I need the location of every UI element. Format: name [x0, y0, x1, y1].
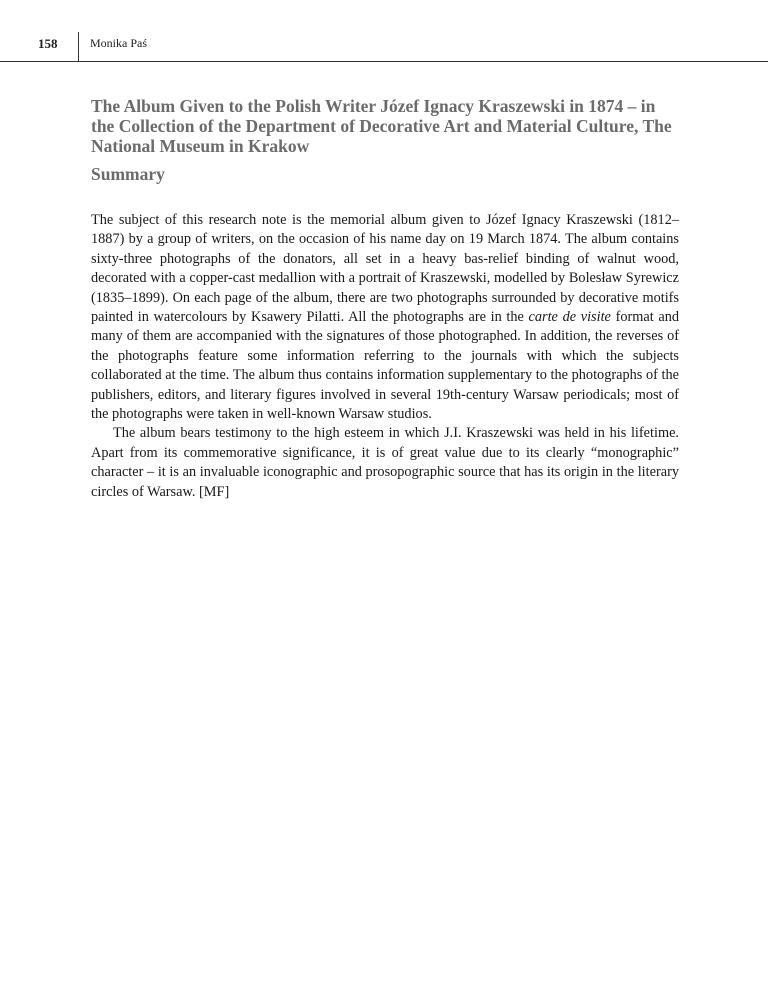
header-vertical-divider — [78, 32, 79, 62]
summary-body — [91, 211, 679, 502]
paragraph-1-text-end: format and many of them are accompanied with the signatures of those photographed. In addition, the reverses of the photographs feature some information referring to the journals with which the subjects collaborated at the time. The album thus contains information supplementary to the photographs of the publishers, editors, and literary figures involved in several 19th-century Warsaw periodicals; most of the photographs were taken in well-known Warsaw studios. — [91, 309, 679, 423]
summary-heading: Summary — [91, 164, 165, 184]
paragraph-1-italic-term: carte de visite — [528, 309, 611, 326]
summary-paragraph-1 — [91, 211, 679, 424]
article-title: The Album Given to the Polish Writer Józef Ignacy Kraszewski in 1874 – in the Collection of the Department of Decorative Art and Material Culture, The National Museum in Krakow — [91, 96, 672, 156]
running-head — [0, 36, 768, 64]
header-rule — [0, 61, 768, 62]
article-content — [91, 96, 679, 502]
paragraph-1-text-start: The subject of this research note is the memorial album given to Józef Ignacy Kraszewski (1812–1887) by a group of writers, on the occasion of his name day on 19 March 1874. The album contains sixty-three photographs of the donators, all set in a heavy bas-relief binding of walnut wood, decorated with a copper-cast medallion with a portrait of Kraszewski, modelled by Bolesław Syrewicz (1835–1899). On each page of the album, there are two photographs surrounded by decorative motifs painted in watercolours by Ksawery Pilatti. All the photographs are in the — [91, 212, 679, 326]
summary-paragraph-2: The album bears testimony to the high esteem in which J.I. Kraszewski was held in his lifetime. Apart from its commemorative significance, it is of great value due to its clearly “monographic” character – it is an invaluable iconographic and prosopographic source that has its origin in the literary circles of Warsaw. [MF] — [91, 425, 679, 500]
running-head-author: Monika Paś — [90, 36, 147, 50]
page-number: 158 — [38, 36, 58, 51]
